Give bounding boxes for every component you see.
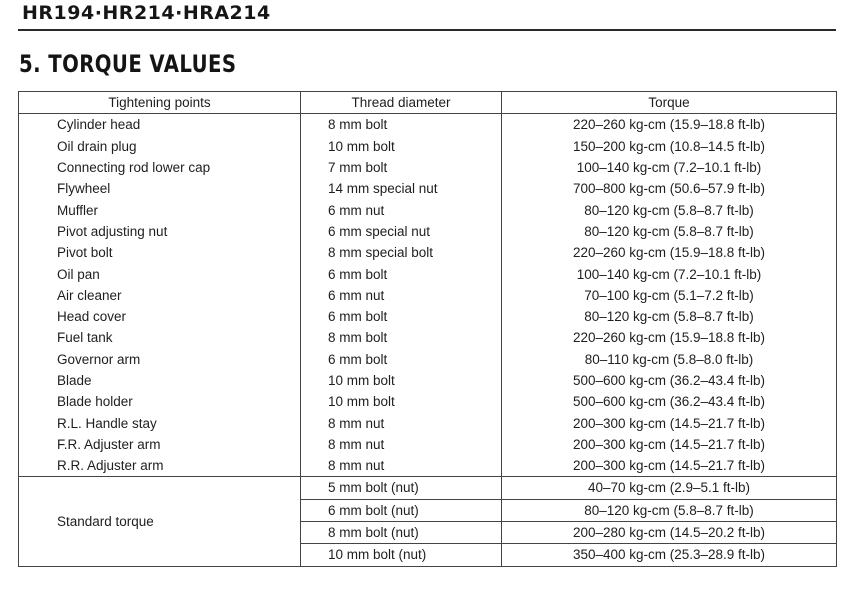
torque-cell: 200–280 kg-cm (14.5–20.2 ft-lb) bbox=[502, 521, 837, 543]
tightening-point-cell: Blade bbox=[19, 370, 301, 391]
table-row bbox=[19, 157, 837, 178]
tightening-point-cell: Flywheel bbox=[19, 178, 301, 199]
torque-cell: 200–300 kg-cm (14.5–21.7 ft-lb) bbox=[502, 434, 837, 455]
table-row bbox=[19, 199, 837, 220]
tightening-point-cell: Head cover bbox=[19, 306, 301, 327]
thread-diameter-cell: 6 mm special nut bbox=[301, 221, 502, 242]
header-rule bbox=[18, 29, 836, 31]
table-row bbox=[19, 263, 837, 284]
thread-diameter-cell: 6 mm nut bbox=[301, 199, 502, 220]
standard-torque-label: Standard torque bbox=[19, 477, 301, 566]
table-row bbox=[19, 370, 837, 391]
section-title: 5. TORQUE VALUES bbox=[19, 50, 237, 78]
thread-diameter-cell: 7 mm bolt bbox=[301, 157, 502, 178]
table-row bbox=[19, 114, 837, 136]
table-row bbox=[19, 178, 837, 199]
column-header-thread-diameter: Thread diameter bbox=[301, 92, 502, 114]
torque-cell: 150–200 kg-cm (10.8–14.5 ft-lb) bbox=[502, 136, 837, 157]
tightening-point-cell: Oil pan bbox=[19, 263, 301, 284]
torque-cell: 220–260 kg-cm (15.9–18.8 ft-lb) bbox=[502, 327, 837, 348]
thread-diameter-cell: 6 mm bolt (nut) bbox=[301, 499, 502, 521]
tightening-point-cell: R.L. Handle stay bbox=[19, 412, 301, 433]
model-header: HR194·HR214·HRA214 bbox=[22, 2, 271, 24]
tightening-point-cell: R.R. Adjuster arm bbox=[19, 455, 301, 477]
torque-cell: 80–120 kg-cm (5.8–8.7 ft-lb) bbox=[502, 199, 837, 220]
tightening-point-cell: Governor arm bbox=[19, 349, 301, 370]
torque-cell: 220–260 kg-cm (15.9–18.8 ft-lb) bbox=[502, 242, 837, 263]
table-row bbox=[19, 391, 837, 412]
torque-cell: 700–800 kg-cm (50.6–57.9 ft-lb) bbox=[502, 178, 837, 199]
torque-cell: 500–600 kg-cm (36.2–43.4 ft-lb) bbox=[502, 370, 837, 391]
thread-diameter-cell: 8 mm bolt bbox=[301, 114, 502, 136]
torque-cell: 40–70 kg-cm (2.9–5.1 ft-lb) bbox=[502, 477, 837, 499]
thread-diameter-cell: 8 mm bolt (nut) bbox=[301, 521, 502, 543]
tightening-point-cell: F.R. Adjuster arm bbox=[19, 434, 301, 455]
tightening-point-cell: Connecting rod lower cap bbox=[19, 157, 301, 178]
torque-cell: 200–300 kg-cm (14.5–21.7 ft-lb) bbox=[502, 412, 837, 433]
thread-diameter-cell: 6 mm nut bbox=[301, 285, 502, 306]
thread-diameter-cell: 6 mm bolt bbox=[301, 349, 502, 370]
table-row bbox=[19, 285, 837, 306]
standard-torque-row bbox=[19, 477, 837, 499]
torque-cell: 500–600 kg-cm (36.2–43.4 ft-lb) bbox=[502, 391, 837, 412]
table-row bbox=[19, 455, 837, 477]
thread-diameter-cell: 5 mm bolt (nut) bbox=[301, 477, 502, 499]
thread-diameter-cell: 8 mm bolt bbox=[301, 327, 502, 348]
tightening-point-cell: Oil drain plug bbox=[19, 136, 301, 157]
thread-diameter-cell: 6 mm bolt bbox=[301, 306, 502, 327]
table-row bbox=[19, 306, 837, 327]
torque-cell: 100–140 kg-cm (7.2–10.1 ft-lb) bbox=[502, 157, 837, 178]
table-row bbox=[19, 349, 837, 370]
torque-cell: 80–110 kg-cm (5.8–8.0 ft-lb) bbox=[502, 349, 837, 370]
torque-cell: 70–100 kg-cm (5.1–7.2 ft-lb) bbox=[502, 285, 837, 306]
table-row bbox=[19, 136, 837, 157]
thread-diameter-cell: 10 mm bolt (nut) bbox=[301, 544, 502, 566]
tightening-point-cell: Cylinder head bbox=[19, 114, 301, 136]
thread-diameter-cell: 10 mm bolt bbox=[301, 391, 502, 412]
tightening-point-cell: Pivot adjusting nut bbox=[19, 221, 301, 242]
torque-cell: 100–140 kg-cm (7.2–10.1 ft-lb) bbox=[502, 263, 837, 284]
thread-diameter-cell: 8 mm nut bbox=[301, 455, 502, 477]
thread-diameter-cell: 6 mm bolt bbox=[301, 263, 502, 284]
thread-diameter-cell: 8 mm nut bbox=[301, 412, 502, 433]
tightening-point-cell: Air cleaner bbox=[19, 285, 301, 306]
thread-diameter-cell: 10 mm bolt bbox=[301, 370, 502, 391]
column-header-tightening-points: Tightening points bbox=[19, 92, 301, 114]
tightening-point-cell: Muffler bbox=[19, 199, 301, 220]
torque-cell: 80–120 kg-cm (5.8–8.7 ft-lb) bbox=[502, 499, 837, 521]
table-row bbox=[19, 242, 837, 263]
thread-diameter-cell: 14 mm special nut bbox=[301, 178, 502, 199]
torque-cell: 200–300 kg-cm (14.5–21.7 ft-lb) bbox=[502, 455, 837, 477]
torque-cell: 220–260 kg-cm (15.9–18.8 ft-lb) bbox=[502, 114, 837, 136]
table-row bbox=[19, 327, 837, 348]
torque-cell: 80–120 kg-cm (5.8–8.7 ft-lb) bbox=[502, 306, 837, 327]
table-body bbox=[19, 114, 837, 566]
torque-cell: 80–120 kg-cm (5.8–8.7 ft-lb) bbox=[502, 221, 837, 242]
tightening-point-cell: Pivot bolt bbox=[19, 242, 301, 263]
column-header-torque: Torque bbox=[502, 92, 837, 114]
thread-diameter-cell: 8 mm nut bbox=[301, 434, 502, 455]
tightening-point-cell: Fuel tank bbox=[19, 327, 301, 348]
table-header bbox=[19, 92, 837, 114]
table-row bbox=[19, 221, 837, 242]
header-row bbox=[19, 92, 837, 114]
thread-diameter-cell: 10 mm bolt bbox=[301, 136, 502, 157]
tightening-point-cell: Blade holder bbox=[19, 391, 301, 412]
torque-table bbox=[18, 91, 837, 567]
table-row bbox=[19, 434, 837, 455]
table-row bbox=[19, 412, 837, 433]
torque-cell: 350–400 kg-cm (25.3–28.9 ft-lb) bbox=[502, 544, 837, 566]
thread-diameter-cell: 8 mm special bolt bbox=[301, 242, 502, 263]
